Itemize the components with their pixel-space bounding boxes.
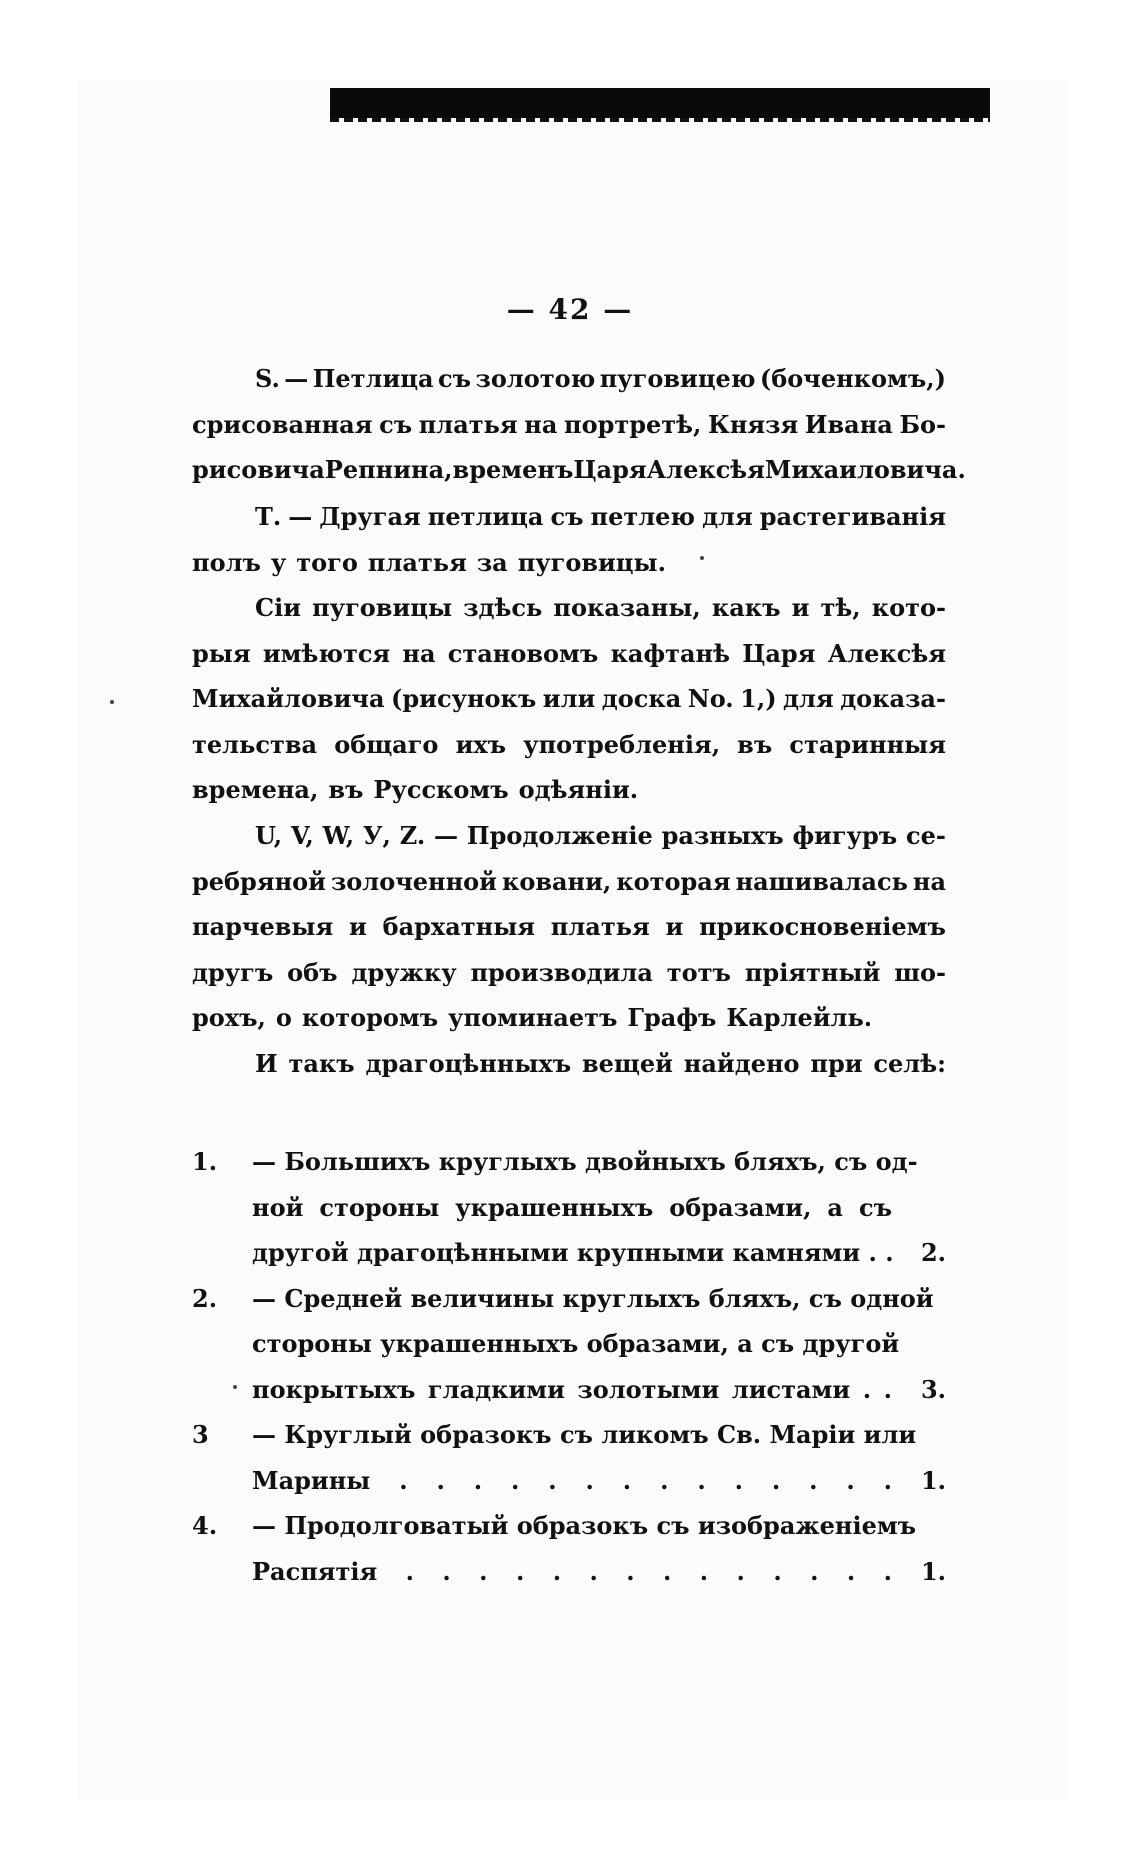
- list-item: [192, 1139, 946, 1276]
- word: въ: [737, 729, 773, 759]
- word: золоченной: [330, 866, 497, 896]
- word: петлею: [590, 502, 696, 531]
- word: Ивана: [804, 409, 893, 439]
- item-quantity: 2.: [920, 1238, 946, 1267]
- word: тельства: [192, 729, 318, 759]
- word: для: [783, 684, 834, 713]
- word: рохъ,: [192, 1003, 266, 1032]
- word: Царя: [573, 455, 647, 484]
- text-line: [192, 447, 966, 493]
- item-text-line: другой драгоцѣнными крупными камнями . .: [252, 1238, 894, 1267]
- word: бархатныя: [382, 912, 536, 941]
- word: объ: [287, 957, 338, 987]
- text-line: [192, 1041, 946, 1087]
- item-text-line: стороны украшенныхъ образами, а съ другой: [252, 1329, 900, 1358]
- text-line: [192, 859, 946, 905]
- item-quantity: 1.: [920, 1556, 946, 1586]
- word: того: [296, 547, 358, 577]
- item-text-line: — Большихъ круглыхъ двойныхъ бляхъ, съ од-: [252, 1147, 918, 1176]
- list-item: [192, 1412, 946, 1503]
- word: съ: [550, 502, 584, 531]
- word: Бо-: [899, 409, 946, 439]
- text-line: [192, 813, 946, 859]
- word: И: [255, 1049, 278, 1078]
- text-line: [192, 356, 946, 402]
- text-line: [192, 631, 946, 677]
- word: становомъ: [447, 638, 599, 668]
- item-text-line: покрытыхъ гладкими золотыми листами . .: [252, 1374, 892, 1404]
- word: драгоцѣнныхъ: [365, 1049, 572, 1078]
- text-line: [192, 722, 946, 768]
- paragraph-uvwyz: [192, 813, 946, 1041]
- word: производила: [470, 957, 653, 987]
- word: Карлейль.: [726, 1003, 873, 1032]
- text-line: [192, 676, 946, 722]
- word: Графъ: [627, 1003, 717, 1032]
- word: на: [912, 866, 946, 896]
- word: другъ: [192, 957, 274, 987]
- word: W,: [322, 821, 355, 850]
- inventory-list: [192, 1139, 946, 1594]
- word: пріятный: [744, 957, 881, 987]
- word: срисованная: [192, 409, 373, 439]
- word: тотъ: [666, 957, 731, 987]
- word: Михайловича: [192, 684, 385, 713]
- item-text-line: Распятія . . . . . . . . . . . . . .: [252, 1556, 892, 1586]
- word: Михаиловича.: [764, 455, 966, 484]
- word: вещей: [581, 1049, 673, 1078]
- word: и: [791, 593, 810, 622]
- word: V,: [290, 821, 314, 850]
- word: употребленія,: [523, 729, 721, 759]
- word: Z.: [399, 821, 426, 850]
- list-item: [192, 1276, 946, 1413]
- word: прикосновеніемъ: [699, 912, 946, 941]
- word: платья: [367, 547, 467, 577]
- word: ковани,: [501, 866, 612, 896]
- word: Т.: [255, 502, 282, 531]
- word: показаны,: [553, 593, 701, 622]
- word: се-: [906, 821, 946, 850]
- text-line: [192, 904, 946, 950]
- word: на: [402, 638, 436, 668]
- word: рыя: [192, 638, 251, 668]
- word: упоминаетъ: [448, 1003, 618, 1032]
- word: кото-: [871, 593, 946, 622]
- word: одѣяніи.: [518, 775, 639, 804]
- paragraph-buttons: [192, 585, 946, 813]
- word: —: [434, 821, 459, 850]
- word: Сіи: [255, 593, 302, 622]
- text-line: [192, 402, 946, 448]
- word: шо-: [894, 957, 946, 987]
- word: и: [665, 912, 684, 941]
- word: пуговицы: [312, 593, 453, 622]
- word: или: [542, 684, 596, 713]
- word: дружку: [351, 957, 457, 987]
- word: золотою: [475, 364, 596, 393]
- word: растегиванія: [759, 502, 946, 531]
- word: времена,: [192, 775, 319, 804]
- word: S.: [255, 364, 280, 393]
- word: кафтанѣ: [610, 638, 730, 668]
- word: общаго: [334, 729, 439, 759]
- item-text-line: ной стороны украшенныхъ образами, а съ: [252, 1192, 892, 1222]
- text-line: [192, 585, 946, 631]
- text-line: [192, 767, 946, 813]
- word: Другая: [319, 502, 421, 531]
- text-line: [192, 995, 946, 1041]
- list-item: [192, 1503, 946, 1594]
- word: Русскомъ: [373, 775, 509, 804]
- word: Алексѣя: [827, 638, 946, 668]
- word: которомъ: [301, 1003, 439, 1032]
- word: —: [288, 502, 313, 531]
- page-number: — 42 —: [506, 293, 634, 326]
- word: которая: [616, 866, 731, 896]
- item-number: 2.: [192, 1283, 218, 1313]
- word: доказа-: [840, 684, 946, 713]
- word: временъ: [452, 455, 574, 484]
- item-number: 1.: [192, 1147, 218, 1176]
- scan-speck: [110, 700, 114, 704]
- word: ребряной: [192, 866, 326, 896]
- word: съ: [438, 364, 472, 393]
- word: при: [810, 1049, 863, 1078]
- word: разныхъ: [661, 821, 784, 850]
- word: ихъ: [455, 729, 507, 759]
- word: старинныя: [789, 729, 946, 759]
- word: полъ: [192, 547, 261, 577]
- paragraph-t: [192, 494, 946, 585]
- text-line: [192, 540, 946, 586]
- word: имѣются: [262, 638, 391, 668]
- word: съ: [379, 409, 413, 439]
- word: здѣсь: [463, 593, 543, 622]
- item-text-line: — Продолговатый образокъ съ изображеніемъ: [252, 1511, 917, 1540]
- word: Репнина,: [324, 455, 453, 484]
- word: такъ: [288, 1049, 355, 1078]
- word: какъ: [711, 593, 781, 622]
- word: селѣ:: [873, 1049, 946, 1078]
- word: доска: [601, 684, 682, 713]
- word: пуговицы.: [517, 547, 666, 577]
- word: Продолженіе: [466, 821, 653, 850]
- scan-artifact-bar: [330, 88, 990, 118]
- word: на: [524, 409, 558, 439]
- item-text-line: — Круглый образокъ съ ликомъ Св. Маріи или: [252, 1420, 917, 1449]
- paragraph-summary: [192, 1041, 946, 1087]
- item-number: 4.: [192, 1511, 218, 1540]
- word: платья: [418, 409, 518, 439]
- word: для: [702, 502, 753, 531]
- word: найдено: [683, 1049, 800, 1078]
- item-quantity: 1.: [920, 1465, 946, 1495]
- word: У,: [363, 821, 391, 850]
- word: нашивалась: [735, 866, 908, 896]
- text-line: [192, 494, 946, 540]
- word: и: [348, 912, 367, 941]
- word: у: [270, 547, 287, 577]
- word: U,: [255, 821, 283, 850]
- item-quantity: 3.: [920, 1374, 946, 1404]
- word: 1,): [740, 684, 777, 713]
- word: фигуръ: [792, 821, 898, 850]
- word: Князя: [708, 409, 799, 439]
- word: петлица: [427, 502, 544, 531]
- word: Царя: [742, 638, 816, 668]
- word: Алексѣя: [646, 455, 765, 484]
- word: платья: [550, 912, 650, 941]
- word: за: [476, 547, 508, 577]
- word: рисовича: [192, 455, 325, 484]
- word: пуговицею: [599, 364, 756, 393]
- word: о: [275, 1003, 292, 1032]
- word: (рисунокъ: [391, 684, 537, 713]
- text-line: [192, 950, 946, 996]
- word: въ: [328, 775, 364, 804]
- item-text-line: Марины . . . . . . . . . . . . . .: [252, 1465, 892, 1495]
- word: (боченкомъ,): [759, 364, 946, 393]
- word: Петлица: [312, 364, 434, 393]
- word: No.: [687, 684, 734, 713]
- word: портретѣ,: [564, 409, 702, 439]
- word: —: [284, 364, 309, 393]
- item-number: 3: [192, 1420, 209, 1449]
- word: парчевыя: [192, 912, 334, 941]
- word: тѣ,: [820, 593, 861, 622]
- item-text-line: — Средней величины круглыхъ бляхъ, съ одной: [252, 1283, 934, 1313]
- paragraph-s: [192, 356, 966, 493]
